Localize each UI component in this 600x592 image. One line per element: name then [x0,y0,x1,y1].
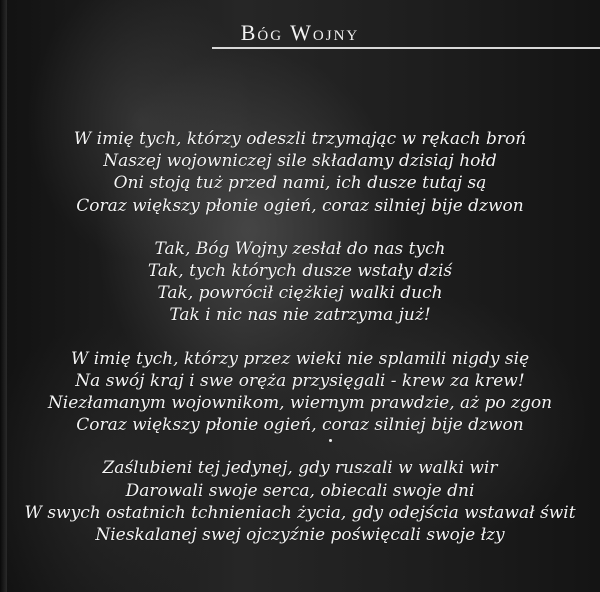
stanza-2 [0,238,600,327]
lyric-line: Naszej wojowniczej sile składamy dzisiaj hołd [103,151,497,172]
lyric-line: Coraz większy płonie ogień, coraz silniej bije dzwon [76,195,524,216]
lyric-line: Na swój kraj i swe oręża przysięgali - krew za krew! [75,370,525,391]
stanza-3 [0,348,600,437]
stanza-4 [0,457,600,546]
lyrics-block [0,128,600,567]
song-title: Bóg Wojny [240,20,360,45]
lyric-line: Tak, tych których dusze wstały dziś [147,261,453,282]
print-speck [329,439,332,442]
stanza-1 [0,128,600,217]
lyric-line: W imię tych, którzy przez wieki nie splamili nigdy się [70,348,530,369]
lyric-line: W swych ostatnich tchnieniach życia, gdy odejścia wstawał świt [24,502,576,523]
title-underline [212,47,600,49]
lyric-line: Tak, Bóg Wojny zesłał do nas tych [154,238,446,259]
lyric-line: Tak i nic nas nie zatrzyma już! [169,305,431,326]
lyric-line: Nieskalanej swej ojczyźnie poświęcali swoje łzy [95,525,505,546]
lyric-line: W imię tych, którzy odeszli trzymając w rękach broń [73,129,527,149]
lyric-line: Coraz większy płonie ogień, coraz silniej bije dzwon [76,415,524,436]
lyric-line: Darowali swoje serca, obiecali swoje dni [125,480,475,501]
lyric-line: Zaślubieni tej jedynej, gdy ruszali w walki wir [102,458,498,479]
lyric-line: Oni stoją tuż przed nami, ich dusze tutaj są [113,173,487,194]
lyric-line: Niezłamanym wojownikom, wiernym prawdzie, aż po zgon [47,393,553,414]
lyric-line: Tak, powrócił ciężkiej walki duch [157,283,443,304]
